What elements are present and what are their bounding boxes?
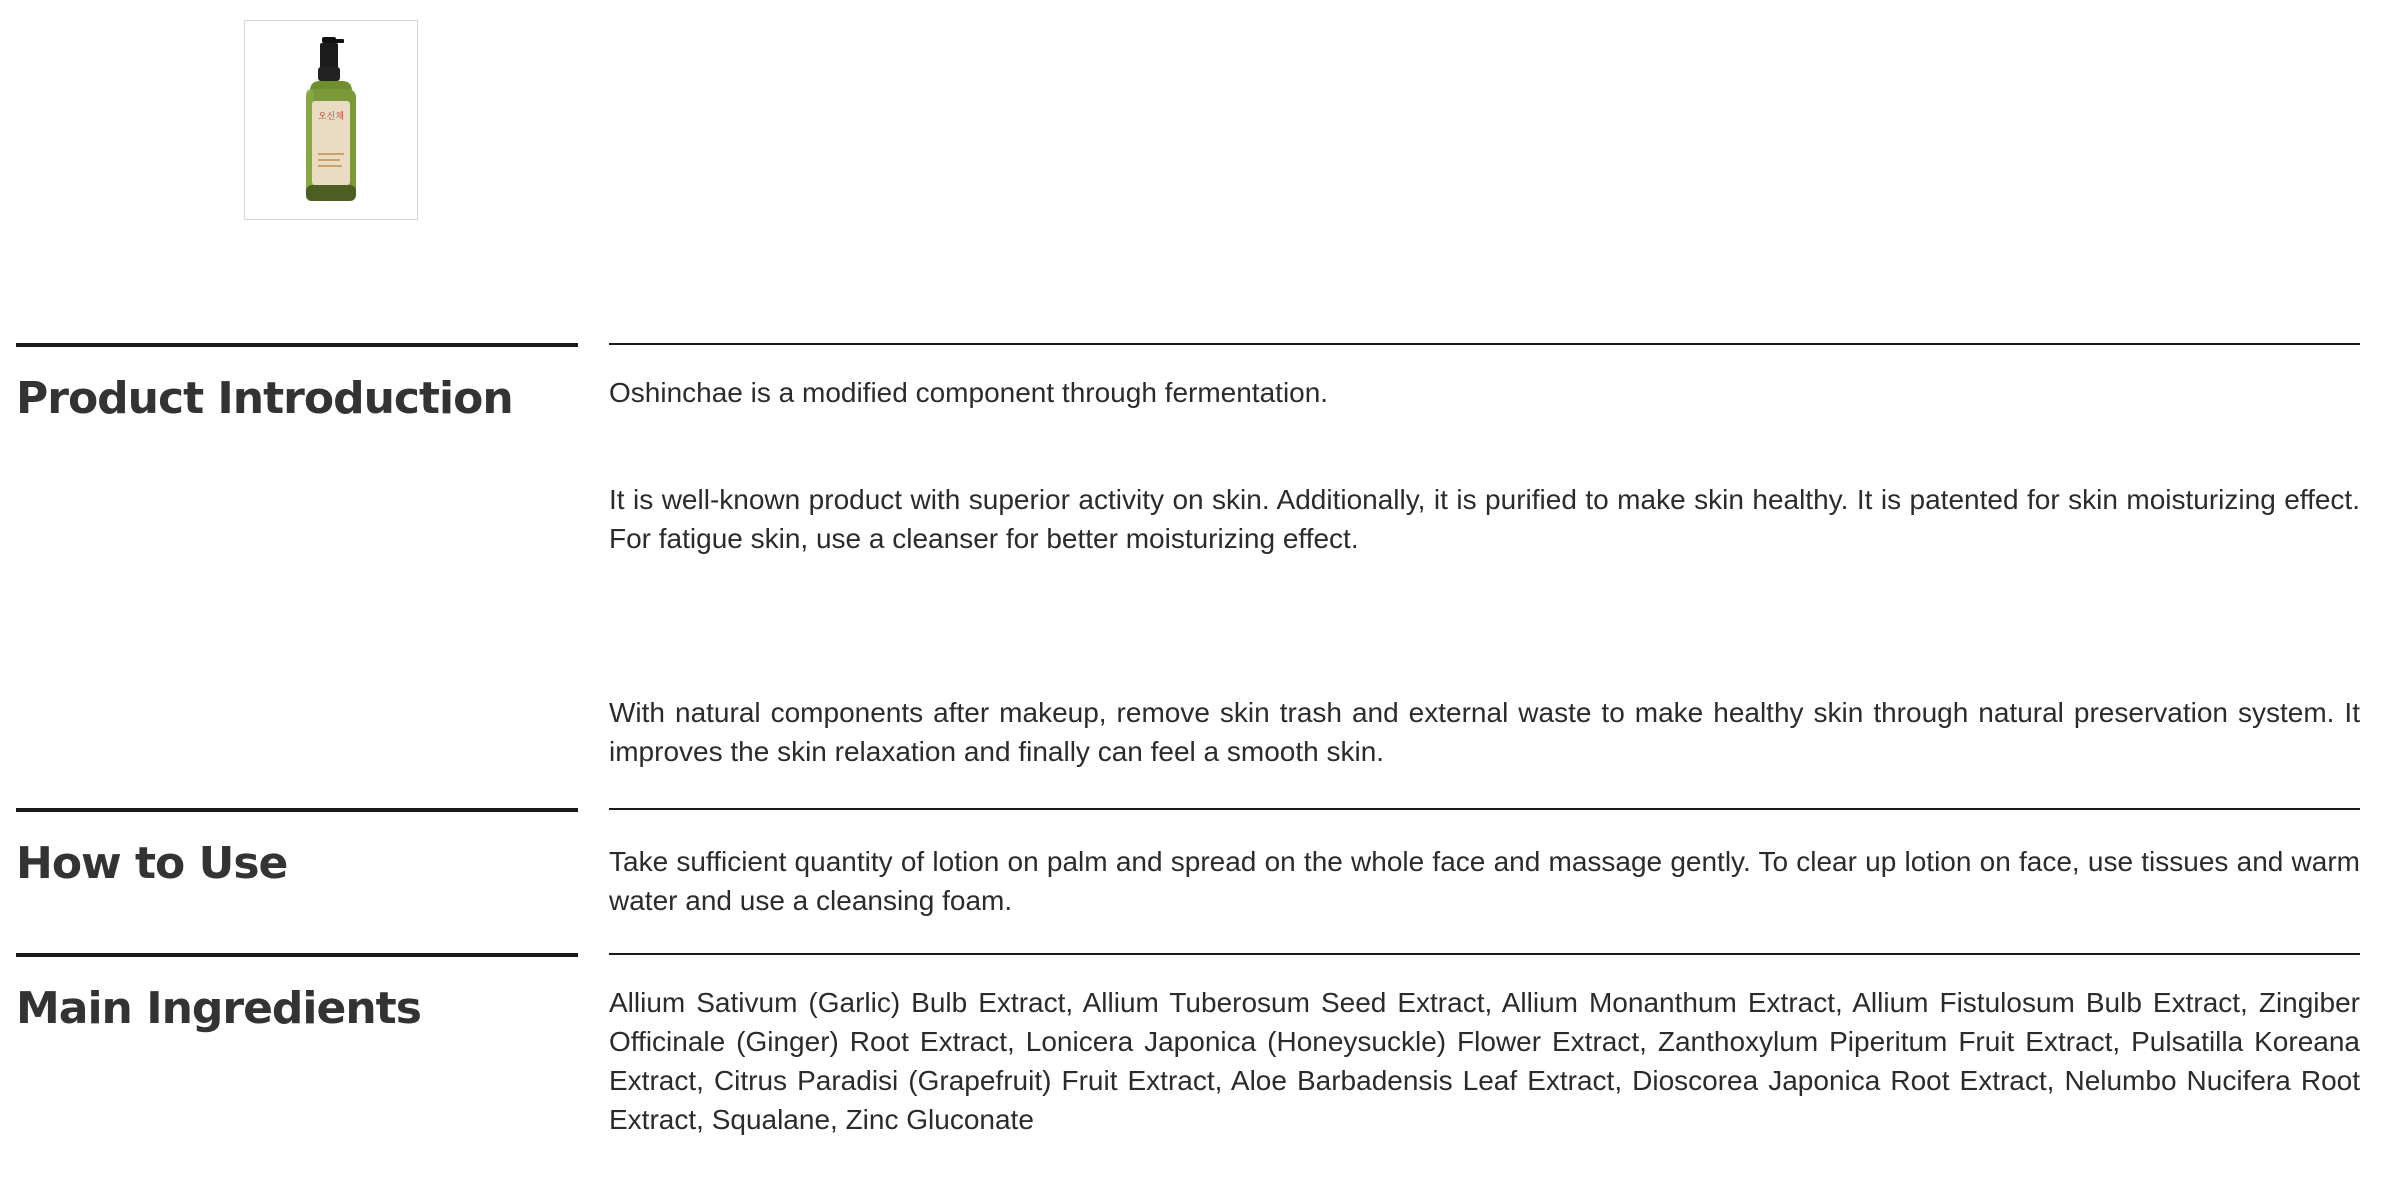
section-heading: How to Use xyxy=(16,838,288,889)
section-heading: Product Introduction xyxy=(16,373,513,424)
section-divider xyxy=(609,808,2360,810)
bottle-label-text: 오신채 xyxy=(317,112,345,122)
section-divider xyxy=(609,343,2360,345)
main-ingredients-section xyxy=(16,953,2360,1183)
ingredients-paragraph: Allium Sativum (Garlic) Bulb Extract, Allium Tuberosum Seed Extract, Allium Monanthum Extract, Allium Fistulosum Bulb Extract, Zingiber Officinale (Ginger) Root Extract, Lonicera Japonica (Honeysuckle) Flower Extract, Zanthoxylum Piperitum Fruit Extract, Pulsatilla Koreana Extract, Citrus Paradisi (Grapefruit) Fruit Extract, Aloe Barbadensis Leaf Extract, Dioscorea Japonica Root Extract, Nelumbo Nucifera Root Extract, Squalane, Zinc Gluconate xyxy=(609,987,2360,1135)
section-divider xyxy=(16,953,578,957)
product-thumbnail[interactable] xyxy=(244,20,418,220)
how-to-use-section xyxy=(16,808,2360,948)
intro-paragraph: Oshinchae is a modified component through fermentation. xyxy=(609,377,1329,408)
section-content xyxy=(609,842,2360,920)
section-divider xyxy=(609,953,2360,955)
section-divider xyxy=(16,343,578,347)
intro-paragraph: With natural components after makeup, remove skin trash and external waste to make healthy skin through natural preservation system. It improves the skin relaxation and finally can feel a smooth skin. xyxy=(609,697,2360,767)
product-introduction-section xyxy=(16,343,2360,803)
section-divider xyxy=(16,808,578,812)
lotion-bottle-icon xyxy=(296,35,366,205)
section-heading: Main Ingredients xyxy=(16,983,421,1034)
section-content xyxy=(609,983,2360,1139)
usage-paragraph: Take sufficient quantity of lotion on palm and spread on the whole face and massage gently. To clear up lotion on face, use tissues and warm water and use a cleansing foam. xyxy=(609,846,2360,916)
intro-paragraph: It is well-known product with superior activity on skin. Additionally, it is purified to make skin healthy. It is patented for skin moisturizing effect. For fatigue skin, use a cleanser for better moisturizing effect. xyxy=(609,484,2360,554)
